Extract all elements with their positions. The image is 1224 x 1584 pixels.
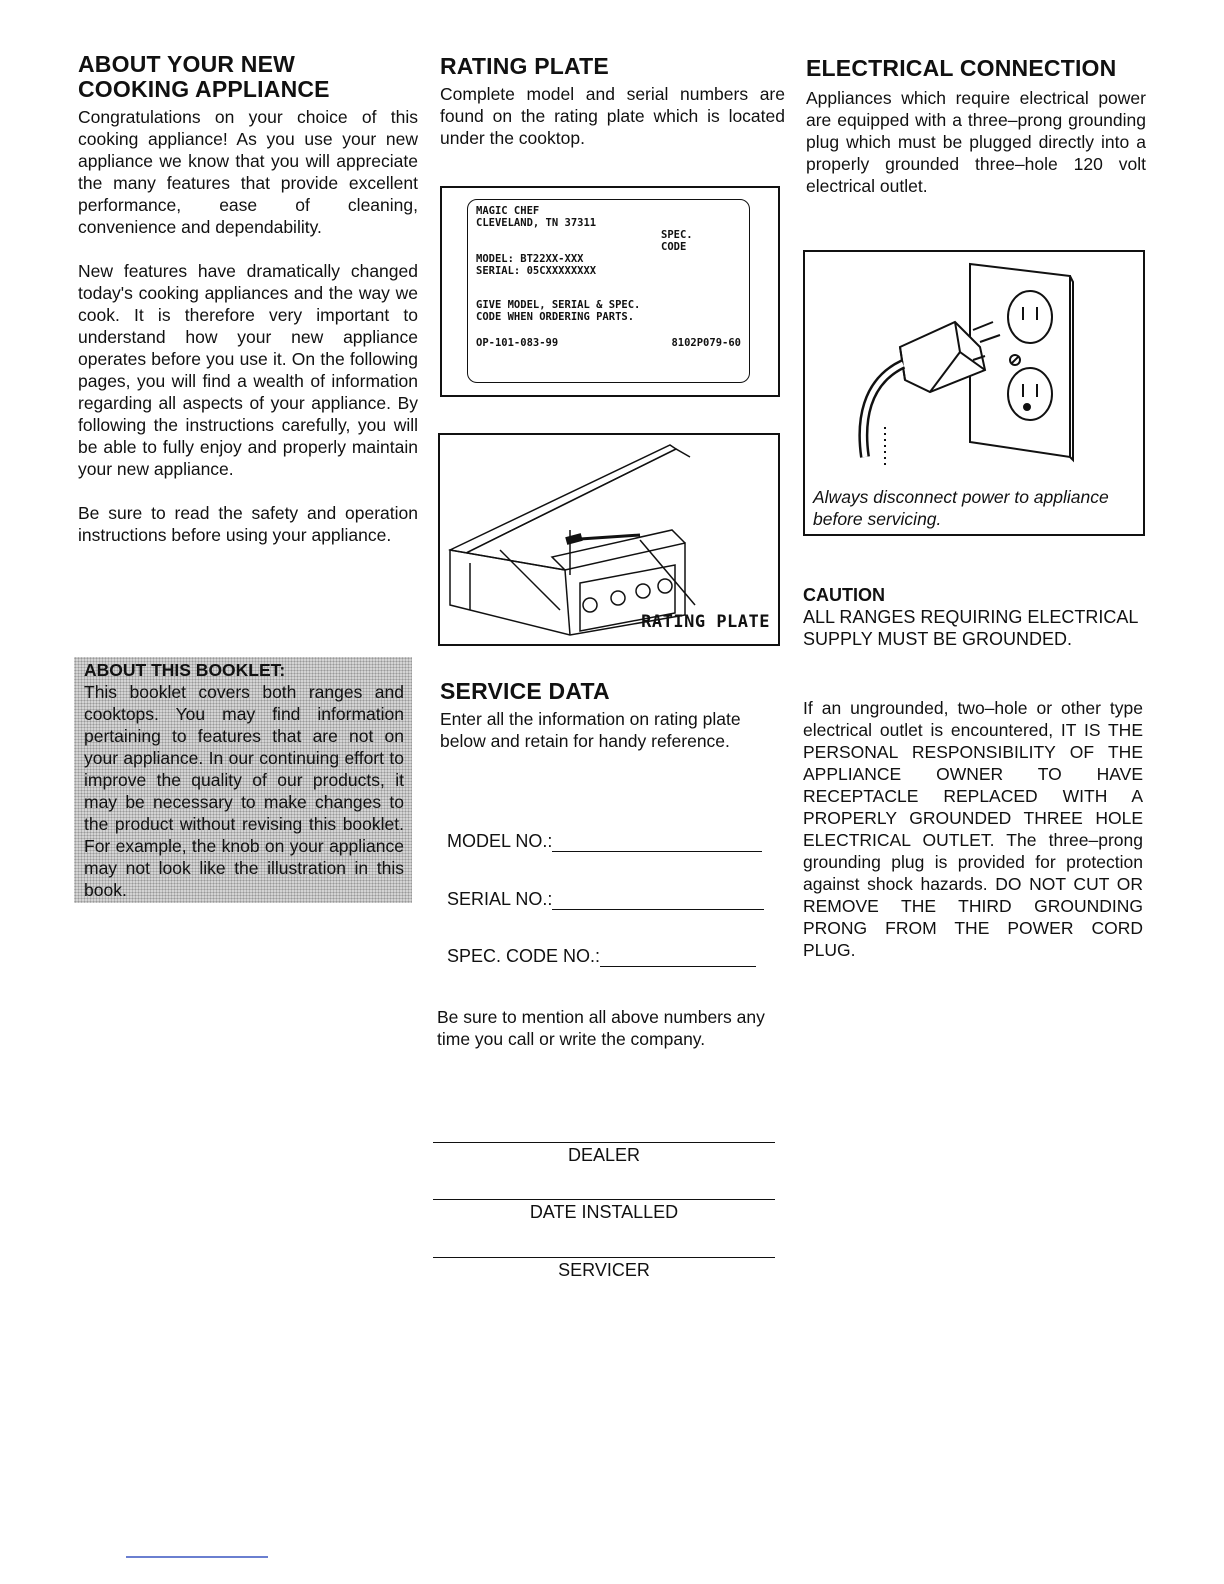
electrical-intro: Appliances which require electrical power are equipped with a three–prong grounding plug which must be plugged directly into a properly grounded three–hole 120 volt electrical outlet. [806, 88, 1146, 196]
plug-outlet-drawing [805, 252, 1143, 482]
plate-part-numbers [476, 337, 741, 349]
plate-spec: SPEC. [661, 229, 693, 241]
outlet-illustration [803, 250, 1145, 536]
model-no-input[interactable] [552, 831, 762, 852]
model-no-field [447, 830, 777, 852]
grounding-warning: If an ungrounded, two–hole or other type electrical outlet is encountered, IT IS THE PERSONAL RESPONSIBILITY OF THE APPLIANCE OWNER TO HAVE RECEPTACLE REPLACED WITH A PROPERLY GROUNDED THREE HOLE ELECTRICAL OUTLET. The three–prong grounding plug is provided for protection against shock hazards. DO NOT CUT OR REMOVE THE THIRD GROUNDING PRONG FROM THE POWER CORD PLUG. [803, 698, 1143, 960]
about-heading-line2: COOKING APPLIANCE [78, 76, 330, 102]
about-para-read-safety: Be sure to read the safety and operation instructions before using your appliance. [78, 503, 418, 545]
servicer-label: SERVICER [558, 1260, 650, 1280]
caution-section [803, 584, 1145, 650]
spec-code-field [447, 945, 777, 967]
caution-title: CAUTION [803, 585, 885, 605]
spec-code-input[interactable] [600, 946, 756, 967]
service-mention: Be sure to mention all above numbers any time you call or write the company. [437, 1007, 765, 1049]
model-no-label: MODEL NO.: [447, 831, 553, 851]
plate-city: CLEVELAND, TN 37311 [476, 217, 597, 229]
about-heading-line1: ABOUT YOUR NEW [78, 51, 296, 77]
rating-plate-label [467, 199, 750, 383]
spec-code-label: SPEC. CODE NO.: [447, 946, 601, 966]
column-about [78, 52, 418, 546]
dealer-label: DEALER [567, 1145, 641, 1165]
rating-plate-intro: Complete model and serial numbers are found on the rating plate which is located under the cooktop. [440, 84, 785, 148]
plate-model: MODEL: BT22XX-XXX [476, 253, 584, 265]
rating-plate-box [440, 186, 780, 397]
service-data-intro: Enter all the information on rating plate below and retain for handy reference. [440, 709, 741, 751]
plate-code: CODE [661, 241, 687, 253]
plate-part-right: 8102P079-60 [671, 337, 741, 349]
plate-give-line1: GIVE MODEL, SERIAL & SPEC. [476, 299, 641, 311]
caution-text: ALL RANGES REQUIRING ELECTRICAL SUPPLY MUST BE GROUNDED. [803, 607, 1138, 649]
booklet-notice-title: ABOUT THIS BOOKLET: [84, 660, 286, 680]
page-footer-rule [126, 1556, 268, 1558]
plate-give-line2: CODE WHEN ORDERING PARTS. [476, 311, 635, 323]
cooktop-rating-plate-label: RATING PLATE [641, 612, 770, 632]
outlet-caption: Always disconnect power to appliance before servicing. [813, 487, 1109, 529]
rating-plate-heading: RATING PLATE [440, 53, 609, 79]
column-electrical [806, 56, 1146, 197]
plate-part-left: OP-101-083-99 [476, 337, 559, 349]
dealer-signature[interactable] [433, 1142, 775, 1166]
date-installed-signature[interactable] [433, 1199, 775, 1223]
serial-no-field [447, 888, 777, 910]
service-data-section [440, 679, 780, 752]
column-rating [440, 54, 785, 149]
servicer-signature[interactable] [433, 1257, 775, 1281]
serial-no-label: SERIAL NO.: [447, 889, 553, 909]
service-data-heading: SERVICE DATA [440, 678, 610, 704]
plate-brand: MAGIC CHEF [476, 205, 540, 217]
booklet-notice-text: This booklet covers both ranges and cooktops. You may find information pertaining to features that are not on your appliance. In our continuing effort to improve the quality of our products, it may be necessary to make changes to the product without revising this booklet. For example, the knob on your appliance may not look like the illustration in this book. [84, 682, 404, 900]
serial-no-input[interactable] [552, 889, 764, 910]
cooktop-illustration [438, 433, 780, 646]
about-para-new-features: New features have dramatically changed today's cooking appliances and the way we cook. It is therefore very important to understand how your new appliance operates before you use it. On the following pages, you will find a wealth of information regarding all aspects of your appliance. By following the instructions carefully, you will be able to fully enjoy and properly maintain your new appliance. [78, 261, 418, 479]
plate-serial: SERIAL: 05CXXXXXXXX [476, 265, 597, 277]
electrical-heading: ELECTRICAL CONNECTION [806, 55, 1117, 81]
about-para-congratulations: Congratulations on your choice of this cooking appliance! As you use your new appliance we know that you will appreciate the many features that provide excellent performance, ease of cleaning, convenience and dependability. [78, 107, 418, 237]
date-installed-label: DATE INSTALLED [529, 1202, 679, 1222]
booklet-notice [74, 657, 412, 903]
